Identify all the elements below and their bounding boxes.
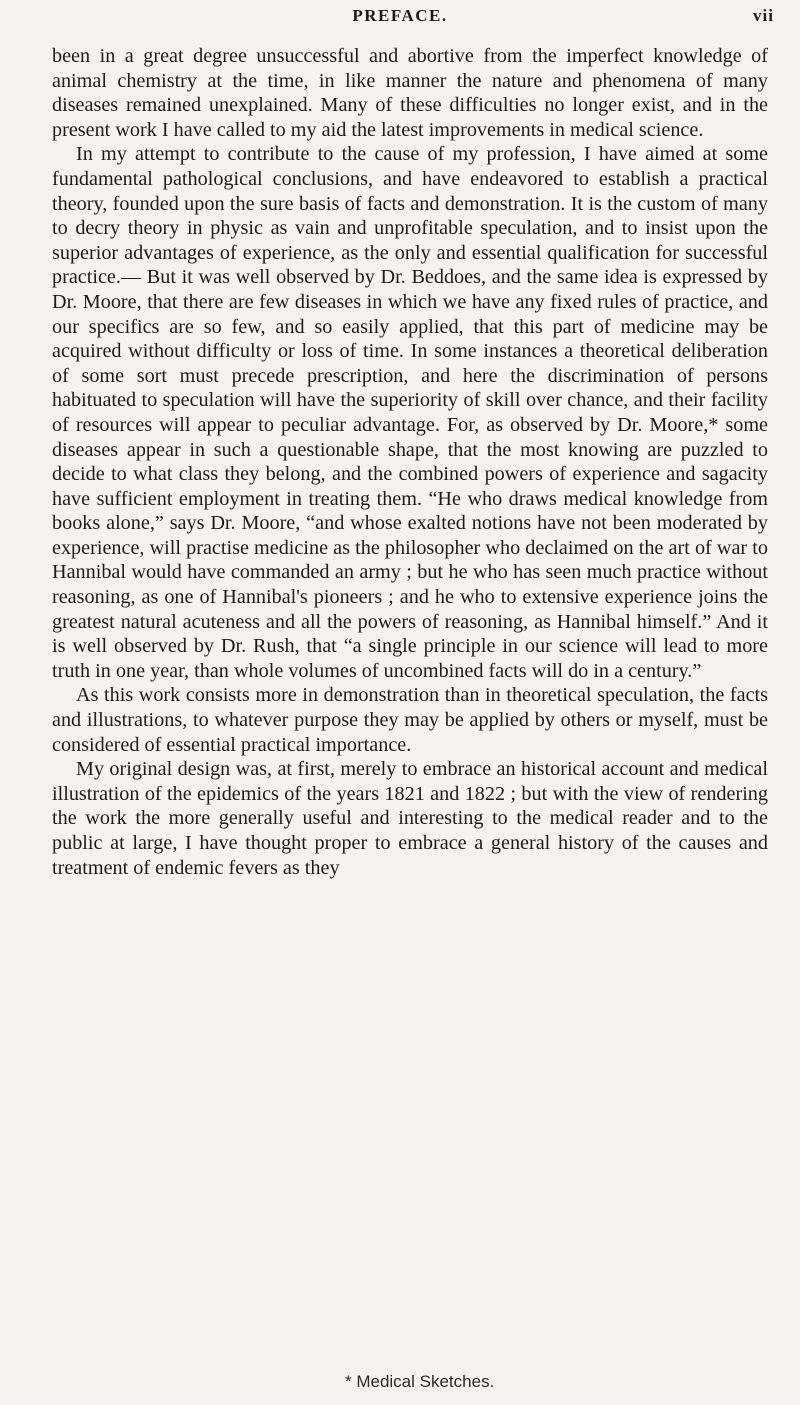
page-header [0,6,800,26]
footnote: * Medical Sketches. [345,1372,495,1391]
page-number: vii [753,6,774,25]
paragraph-theory: In my attempt to contribute to the cause of my profession, I have aimed at some fundamental pathological conclusions, and have endeavored to establish a practical theory, founded upon the sure basis of facts and demonstration. It is the custom of many to decry theory in physic as vain and unprofitable speculation, and to insist upon the superior advantages of experience, as the only and essential qualification for successful practice.— But it was well observed by Dr. Beddoes, and the same idea is expressed by Dr. Moore, that there are few diseases in which we have any fixed rules of practice, and our specifics are so few, and so easily applied, that this part of medicine may be acquired without difficulty or loss of time. In some instances a theoretical deliberation of some sort must precede prescription, and here the discrimination of persons habituated to speculation will have the superiority of skill over chance, and their facility of resources will appear to peculiar advantage. For, as observed by Dr. Moore,* some diseases appear in such a questionable shape, that the most knowing are puzzled to decide to what class they belong, and the combined powers of experience and sagacity have sufficient employment in treating them. “He who draws medical knowledge from books alone,” says Dr. Moore, “and whose exalted notions have not been moderated by experience, will practise medicine as the philosopher who declaimed on the art of war to Hannibal would have commanded an army ; but he who has seen much practice without reasoning, as one of Hannibal's pioneers ; and he who to extensive experience joins the greatest natural acuteness and all the powers of reasoning, as Hannibal himself.” And it is well observed by Dr. Rush, that “a single principle in our science will lead to more truth in one year, than whole volumes of uncombined facts will do in a century.” [52,143,768,682]
paragraph-continued: been in a great degree unsuccessful and abortive from the imperfect knowledge of animal chemistry at the time, in like manner the nature and phenomena of many diseases remained unexplained. Many of these difficulties no longer exist, and in the present work I have called to my aid the latest improvements in medical science. [52,45,768,141]
body-text [52,44,768,880]
paragraph-design: My original design was, at first, merely to embrace an historical account and medical illustration of the epidemics of the years 1821 and 1822 ; but with the view of rendering the work the more generally useful and interesting to the medical reader and to the public at large, I have thought proper to embrace a general history of the causes and treatment of endemic fevers as they [52,758,768,879]
running-head: PREFACE. [352,6,448,25]
paragraph-demonstration: As this work consists more in demonstration than in theoretical speculation, the facts and illustrations, to whatever purpose they may be applied by others or myself, must be considered of essential practical importance. [52,684,768,756]
